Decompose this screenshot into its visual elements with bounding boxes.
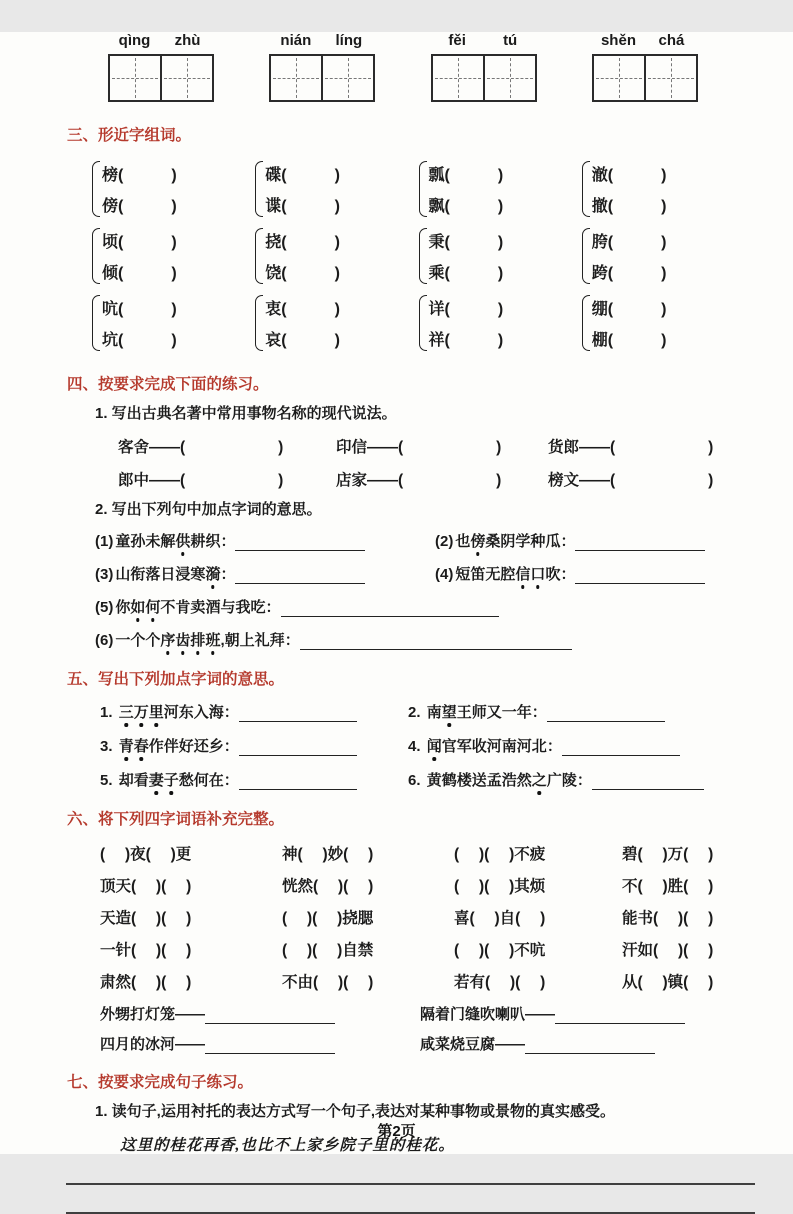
character: 瓜 (545, 533, 561, 550)
answer-blank (547, 708, 665, 722)
section-4-task-1-label: 1. 写出古典名著中常用事物名称的现代说法。 (95, 405, 397, 422)
character: ： (223, 704, 239, 721)
phrase-item (95, 629, 753, 650)
emphasized-character: 如 (130, 596, 145, 617)
annotated-phrase (115, 533, 235, 550)
emphasized-character: 傍 (470, 530, 485, 551)
character: 又 (486, 704, 502, 721)
annotated-phrase (115, 632, 299, 649)
idiom-blank-cell: 神( )妙( ) (282, 846, 374, 863)
emphasized-character: 青 (119, 735, 134, 756)
idiom-blank-cell: 天造( )( ) (100, 910, 192, 927)
character-pair (419, 161, 582, 217)
brace-icon (582, 228, 590, 284)
phrase-item (408, 769, 753, 790)
emphasized-character: 班 (205, 629, 220, 650)
character: 楼 (456, 772, 472, 789)
annotated-phrases-grid (95, 530, 753, 584)
character-pair (255, 161, 418, 217)
emphasized-character: 闻 (427, 735, 442, 756)
character: 个 (145, 632, 161, 649)
character: 腔 (500, 566, 516, 583)
character-pair (92, 161, 255, 217)
character-blank: 坑( ) (102, 332, 177, 349)
brace-icon (255, 228, 263, 284)
character: 与 (220, 599, 236, 616)
character-blank: 跨( ) (591, 265, 667, 282)
idiom-blank-cell: 碧( )万( ) (622, 846, 714, 863)
character: 一 (115, 632, 131, 649)
character: 吃 (250, 599, 266, 616)
idiom-blank-cell: 不( )胜( ) (622, 878, 714, 895)
emphasized-character: 妻 (149, 769, 164, 790)
item-number: (4) (435, 566, 454, 583)
brace-icon (92, 228, 100, 284)
idiom-blank-cell: 从( )镇( ) (622, 974, 714, 991)
section-4-heading: 四、按要求完成下面的练习。 (67, 376, 269, 393)
character: 入 (193, 704, 209, 721)
character: 桑 (485, 533, 501, 550)
character: 种 (530, 533, 546, 550)
brace-icon (255, 161, 263, 217)
brace-icon (582, 161, 590, 217)
annotated-phrase (119, 704, 239, 721)
character: ： (220, 533, 236, 550)
idiom-blank-cell: ( )( )不疲 (454, 846, 546, 863)
character: 师 (471, 704, 487, 721)
character-blank: 飘( ) (428, 198, 504, 215)
phrase-item (435, 530, 753, 551)
answer-blank (281, 603, 499, 617)
character-blank: 饶( ) (265, 265, 340, 282)
annotated-phrase (455, 566, 575, 583)
idiom-blank-cell: 恍然( )( ) (282, 878, 374, 895)
character: 酒 (205, 599, 221, 616)
character: 吹 (545, 566, 561, 583)
character: ： (220, 566, 236, 583)
character-pair (582, 161, 745, 217)
item-number: (3) (95, 566, 114, 583)
answer-blank (592, 776, 704, 790)
character: ： (265, 599, 281, 616)
character: 童 (115, 533, 131, 550)
annotated-phrase (427, 772, 592, 789)
riddle-item (100, 1033, 420, 1054)
section-4-task-2-label: 2. 写出下列句中加点字词的意思。 (95, 501, 322, 518)
annotated-phrase (427, 704, 547, 721)
emphasized-character: 何 (145, 596, 160, 617)
item-number: (5) (95, 599, 114, 616)
pinyin-writing-section (108, 32, 698, 102)
emphasized-character: 供 (175, 530, 190, 551)
pinyin-syllable: zhù (174, 32, 201, 49)
annotated-phrase (115, 599, 280, 616)
character-blank: 秉( ) (428, 234, 504, 251)
writing-cell (433, 56, 483, 100)
character: 然 (516, 772, 532, 789)
character: 肯 (175, 599, 191, 616)
writing-grid (269, 54, 375, 102)
character: 广 (546, 772, 562, 789)
character: ： (576, 772, 592, 789)
annotated-phrase (455, 533, 575, 550)
idiom-blank-cell: ( )夜( )更 (100, 846, 192, 863)
character: ： (223, 772, 239, 789)
classic-terms-grid (118, 435, 753, 490)
item-number: 4. (408, 738, 425, 755)
term-blank-cell: 郎中——( ) (118, 472, 284, 489)
character: 短 (455, 566, 471, 583)
answer-blank (575, 537, 705, 551)
answer-blank (205, 1040, 335, 1054)
character: ： (560, 533, 576, 550)
character: 好 (178, 738, 194, 755)
section-3-heading: 三、形近字组词。 (67, 127, 192, 144)
writing-cell (483, 56, 535, 100)
emphasized-character: 漪 (205, 563, 220, 584)
item-number: (2) (435, 533, 454, 550)
character: 孙 (130, 533, 146, 550)
term-blank-cell: 店家——( ) (336, 472, 502, 489)
character: 作 (148, 738, 164, 755)
riddle-text: 四月的冰河—— (100, 1036, 206, 1053)
character: 解 (160, 533, 176, 550)
riddle-item (420, 1033, 753, 1054)
writing-cell (160, 56, 212, 100)
phrase-item (408, 735, 753, 756)
character: 浩 (501, 772, 517, 789)
idiom-blank-cell: 不由( )( ) (282, 974, 374, 991)
character: ： (531, 704, 547, 721)
item-number: 6. (408, 772, 425, 789)
character-blank: 乘( ) (428, 265, 504, 282)
character-blank: 澈( ) (591, 167, 667, 184)
phrase-item (100, 769, 408, 790)
pinyin-group (592, 32, 698, 102)
answer-blank (235, 570, 365, 584)
character: 在 (208, 772, 224, 789)
brace-icon (92, 161, 100, 217)
worksheet-page (0, 32, 793, 1154)
emphasized-character: 里 (149, 701, 164, 722)
item-number: 2. (408, 704, 425, 721)
phrase-item (95, 530, 435, 551)
emphasized-character: 口 (530, 563, 545, 584)
section-7-heading: 七、按要求完成句子练习。 (67, 1074, 254, 1091)
character: ： (560, 566, 576, 583)
emphasized-character: 春 (134, 735, 149, 756)
character: 落 (145, 566, 161, 583)
writing-grid (108, 54, 214, 102)
writing-cell (321, 56, 373, 100)
writing-cell (594, 56, 644, 100)
riddle-grid (100, 1003, 753, 1054)
character-pair (92, 228, 255, 284)
answer-lines-area (0, 1183, 793, 1214)
answer-blank (239, 708, 357, 722)
character: ： (223, 738, 239, 755)
character-blank: 瓢( ) (428, 167, 504, 184)
character: 衔 (130, 566, 146, 583)
character-blank: 胯( ) (591, 234, 667, 251)
emphasized-character: 望 (442, 701, 457, 722)
character: 何 (193, 772, 209, 789)
character: 山 (115, 566, 131, 583)
writing-cell (271, 56, 321, 100)
character: 愁 (178, 772, 194, 789)
character: 个 (130, 632, 146, 649)
idiom-blank-cell: 喜( )自( ) (454, 910, 546, 927)
character: 军 (456, 738, 472, 755)
phrase-item (100, 701, 408, 722)
brace-icon (255, 295, 263, 351)
brace-icon (419, 161, 427, 217)
brace-icon (419, 295, 427, 351)
term-blank-cell: 印信——( ) (336, 439, 502, 456)
phrase-item (100, 735, 408, 756)
character: 未 (145, 533, 161, 550)
character: 礼 (254, 632, 270, 649)
character: 鹤 (441, 772, 457, 789)
annotated-phrase (115, 566, 235, 583)
example-sentence: 这里的桂花再香,也比不上家乡院子里的桂花。 (120, 1137, 455, 1154)
idiom-blank-cell: 顶天( )( ) (100, 878, 192, 895)
idiom-completion-grid (100, 842, 753, 992)
emphasized-character: 子 (164, 769, 179, 790)
character: 北 (531, 738, 547, 755)
character: 上 (239, 632, 255, 649)
character: ： (546, 738, 562, 755)
answer-blank (575, 570, 705, 584)
character-blank: 倾( ) (102, 265, 177, 282)
character: 织 (205, 533, 221, 550)
emphasized-character: 三 (119, 701, 134, 722)
writing-cell (644, 56, 696, 100)
riddle-text: 外甥打灯笼—— (100, 1006, 206, 1023)
riddle-text: 咸菜烧豆腐—— (420, 1036, 526, 1053)
pinyin-labels (431, 32, 537, 49)
term-blank-cell: 客舍——( ) (118, 439, 284, 456)
character: 南 (501, 738, 517, 755)
character-blank: 棚( ) (591, 332, 667, 349)
character: 朝 (224, 632, 240, 649)
character: 看 (133, 772, 149, 789)
term-blank-cell: 货郎——( ) (548, 439, 714, 456)
pinyin-syllable: nián (280, 32, 312, 49)
annotated-phrase (119, 772, 239, 789)
character: 伴 (163, 738, 179, 755)
item-number: 3. (100, 738, 117, 755)
writing-cell (110, 56, 160, 100)
emphasized-character: 之 (532, 769, 547, 790)
pinyin-syllable: tú (503, 32, 518, 49)
answer-blank (205, 1010, 335, 1024)
idiom-blank-cell: 一针( )( ) (100, 942, 192, 959)
character: ： (284, 632, 300, 649)
character-pair (582, 228, 745, 284)
idiom-blank-cell: 能书( )( ) (622, 910, 714, 927)
phrase-item (95, 563, 435, 584)
character: 一 (501, 704, 517, 721)
character-blank: 挠( ) (265, 234, 340, 251)
similar-characters-grid (92, 161, 745, 351)
answer-blank (562, 742, 680, 756)
emphasized-character: 排 (190, 629, 205, 650)
answer-blank (555, 1010, 685, 1024)
character-pair (419, 228, 582, 284)
character-blank: 详( ) (428, 301, 504, 318)
character: 河 (163, 704, 179, 721)
character: 也 (455, 533, 471, 550)
idiom-blank-cell: 肃然( )( ) (100, 974, 192, 991)
idiom-blank-cell: ( )( )其烦 (454, 878, 546, 895)
character: 河 (516, 738, 532, 755)
character: 卖 (190, 599, 206, 616)
character-pair (582, 295, 745, 351)
brace-icon (582, 295, 590, 351)
character: 河 (486, 738, 502, 755)
answer-line (66, 1183, 755, 1185)
riddle-text: 隔着门缝吹喇叭—— (420, 1006, 556, 1023)
idiom-blank-cell: 汗如( )( ) (622, 942, 714, 959)
character: , (220, 632, 225, 649)
character: 笛 (470, 566, 486, 583)
character: 陵 (561, 772, 577, 789)
character-blank: 哀( ) (265, 332, 340, 349)
character: 学 (515, 533, 531, 550)
character: 你 (115, 599, 131, 616)
character: 还 (193, 738, 209, 755)
term-blank-cell: 榜文——( ) (548, 472, 714, 489)
character: 我 (235, 599, 251, 616)
answer-blank (239, 742, 357, 756)
annotated-phrases-wide (95, 596, 753, 650)
phrase-item (95, 596, 753, 617)
brace-icon (419, 228, 427, 284)
character: 阴 (500, 533, 516, 550)
character: 官 (441, 738, 457, 755)
character: 耕 (190, 533, 206, 550)
character: 却 (118, 772, 134, 789)
emphasized-character: 序 (160, 629, 175, 650)
section-5-heading: 五、写出下列加点字词的意思。 (67, 671, 285, 688)
idiom-blank-cell: 若有( )( ) (454, 974, 546, 991)
annotated-phrase (119, 738, 239, 755)
answer-blank (235, 537, 365, 551)
riddle-item (420, 1003, 753, 1024)
character-blank: 衷( ) (265, 301, 340, 318)
character: 拜 (269, 632, 285, 649)
character: 浸 (175, 566, 191, 583)
idiom-blank-cell: ( )( )自禁 (282, 942, 374, 959)
idiom-blank-cell: ( )( )挠腮 (282, 910, 374, 927)
character: 孟 (486, 772, 502, 789)
phrase-item (435, 563, 753, 584)
character-blank: 碟( ) (265, 167, 340, 184)
character-pair (92, 295, 255, 351)
character: 南 (426, 704, 442, 721)
item-number: (1) (95, 533, 114, 550)
character-blank: 祥( ) (428, 332, 504, 349)
writing-grid (592, 54, 698, 102)
character: 黄 (426, 772, 442, 789)
pinyin-syllable: chá (658, 32, 685, 49)
answer-blank (525, 1040, 655, 1054)
character: 日 (160, 566, 176, 583)
character: 无 (485, 566, 501, 583)
phrase-item (408, 701, 753, 722)
emphasized-character: 万 (134, 701, 149, 722)
character-blank: 吭( ) (102, 301, 177, 318)
character-pair (419, 295, 582, 351)
poem-phrases-grid (100, 701, 753, 790)
section-7-task-1-label: 1. 读句子,运用衬托的表达方式写一个句子,表达对某种事物或景物的真实感受。 (95, 1103, 616, 1120)
character: 收 (471, 738, 487, 755)
emphasized-character: 齿 (175, 629, 190, 650)
riddle-item (100, 1003, 420, 1024)
character: 年 (516, 704, 532, 721)
pinyin-syllable: líng (335, 32, 363, 49)
character: 送 (471, 772, 487, 789)
pinyin-group (108, 32, 214, 102)
character-pair (255, 228, 418, 284)
character-blank: 谍( ) (265, 198, 340, 215)
writing-grid (431, 54, 537, 102)
character: 王 (456, 704, 472, 721)
item-number: (6) (95, 632, 114, 649)
pinyin-group (269, 32, 375, 102)
character-blank: 顷( ) (102, 234, 177, 251)
emphasized-character: 信 (515, 563, 530, 584)
pinyin-syllable: fěi (448, 32, 466, 49)
character: 寒 (190, 566, 206, 583)
answer-blank (239, 776, 357, 790)
item-number: 1. (100, 704, 117, 721)
annotated-phrase (427, 738, 562, 755)
character-blank: 绷( ) (591, 301, 667, 318)
pinyin-syllable: shěn (600, 32, 636, 49)
character-blank: 撤( ) (591, 198, 667, 215)
character-blank: 榜( ) (102, 167, 177, 184)
character-blank: 傍( ) (102, 198, 177, 215)
pinyin-group (431, 32, 537, 102)
page-number: 第2页 (377, 1123, 416, 1140)
character: 东 (178, 704, 194, 721)
section-6-heading: 六、将下列四字词语补充完整。 (67, 811, 285, 828)
character-pair (255, 295, 418, 351)
answer-blank (300, 636, 572, 650)
idiom-blank-cell: ( )( )不吭 (454, 942, 546, 959)
pinyin-labels (592, 32, 698, 49)
character: 不 (160, 599, 176, 616)
item-number: 5. (100, 772, 117, 789)
pinyin-syllable: qìng (118, 32, 151, 49)
pinyin-labels (108, 32, 214, 49)
pinyin-labels (269, 32, 375, 49)
character: 海 (208, 704, 224, 721)
character: 乡 (208, 738, 224, 755)
brace-icon (92, 295, 100, 351)
